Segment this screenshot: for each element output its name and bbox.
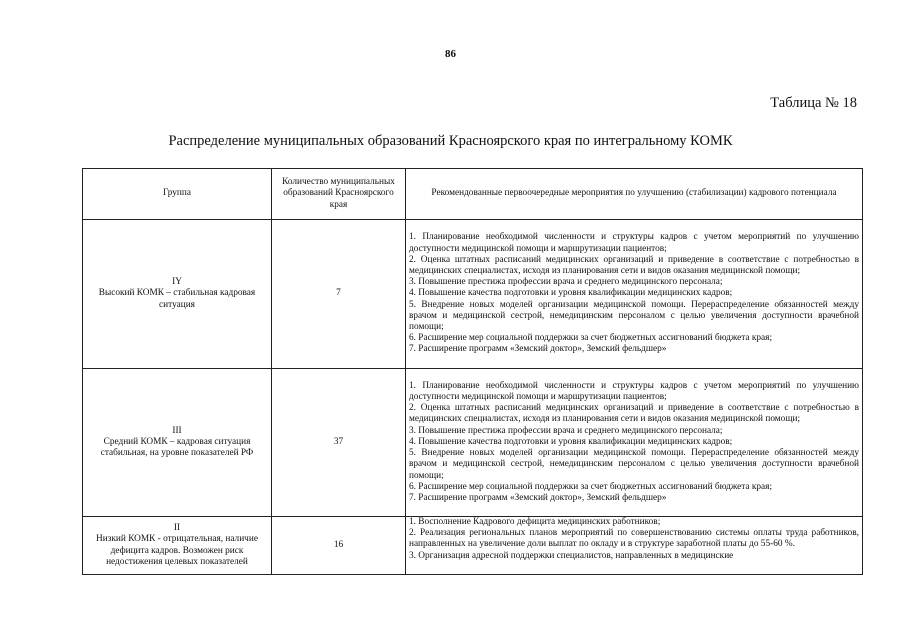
measure-item: 1. Планирование необходимой численности и структуры кадров с учетом мероприятий по улучшению доступности медицинской помощи и маршрутизации пациентов;	[409, 380, 859, 403]
measure-item: 1. Планирование необходимой численности и структуры кадров с учетом мероприятий по улучшению доступности медицинской помощи и маршрутизации пациентов;	[409, 232, 859, 254]
group-description: Низкий КОМК - отрицательная, наличие дефицита кадров. Возможен риск недостижения целевых показателей	[96, 534, 258, 567]
measures-cell	[406, 220, 863, 369]
measures-cell	[406, 517, 863, 575]
measure-item: 3. Повышение престижа профессии врача и среднего медицинского персонала;	[409, 425, 723, 436]
measure-item: 4. Повышение качества подготовки и уровня квалификации медицинских кадров;	[409, 288, 733, 299]
measure-item: 5. Внедрение новых моделей организации медицинской помощи. Перераспределение обязанностей между врачом и медицинской сестрой, немедицинским персоналом с целью увеличения доступности врачебной помощи;	[409, 299, 859, 332]
table-row	[83, 517, 863, 575]
group-description: Высокий КОМК – стабильная кадровая ситуация	[98, 288, 256, 310]
measure-item: 6. Расширение мер социальной поддержки за счет бюджетных ассигнований бюджета края;	[409, 481, 773, 492]
group-cell	[83, 517, 272, 575]
count-cell: 16	[272, 517, 406, 575]
group-roman: II	[173, 523, 181, 534]
measure-item: 5. Внедрение новых моделей организации медицинской помощи. Перераспределение обязанностей между врачом и медицинской сестрой, немедицинским персоналом с целью увеличения доступности врачебной помощи;	[409, 448, 859, 481]
measure-item: 2. Оценка штатных расписаний медицинских организаций и приведение в соответствие с потребностью в медицинских специалистах, исходя из планирования сети и видов оказания медицинской помощи;	[409, 254, 859, 276]
measure-item: 1. Восполнение Кадрового дефицита медицинских работников;	[409, 517, 661, 527]
group-description: Средний КОМК – кадровая ситуация стабильная, на уровне показателей РФ	[100, 436, 254, 459]
header-count: Количество муниципальных образований Красноярского края	[272, 169, 406, 220]
header-measures: Рекомендованные первоочередные мероприятия по улучшению (стабилизации) кадрового потенциала	[406, 169, 863, 220]
table-row	[83, 369, 863, 517]
table-header-row	[83, 169, 863, 220]
document-title: Распределение муниципальных образований Красноярского края по интегральному КОМК	[168, 133, 733, 149]
measure-item: 7. Расширение программ «Земский доктор», Земский фельдшер»	[409, 344, 667, 355]
measure-item: 2. Реализация региональных планов мероприятий по совершенствованию системы оплаты труда работников, направленных на увеличение доли выплат по окладу и в структуре заработной платы до 55-60 %.	[409, 528, 859, 550]
measure-item: 6. Расширение мер социальной поддержки за счет бюджетных ассигнований бюджета края;	[409, 333, 773, 344]
count-cell: 37	[272, 369, 406, 517]
measures-clip	[409, 517, 859, 574]
table-label: Таблица № 18	[770, 95, 857, 111]
page-number: 86	[445, 48, 456, 60]
measure-item: 2. Оценка штатных расписаний медицинских организаций и приведение в соответствие с потребностью в медицинских специалистах, исходя из планирования сети и видов оказания медицинской помощи;	[409, 403, 859, 425]
measure-item: 4. Повышение качества подготовки и уровня квалификации медицинских кадров;	[409, 436, 733, 447]
measure-item: 3. Повышение престижа профессии врача и среднего медицинского персонала;	[409, 277, 723, 288]
komk-distribution-table	[82, 168, 863, 575]
measures-cell	[406, 369, 863, 517]
count-cell: 7	[272, 220, 406, 369]
group-cell	[83, 369, 272, 517]
measure-item: 3. Организация адресной поддержки специалистов, направленных в медицинские	[409, 550, 734, 561]
group-cell	[83, 220, 272, 369]
table-row	[83, 220, 863, 369]
group-roman: III	[172, 425, 182, 436]
measure-item: 7. Расширение программ «Земский доктор», Земский фельдшер»	[409, 492, 667, 503]
group-roman: IY	[172, 277, 182, 288]
header-group: Группа	[83, 169, 272, 220]
